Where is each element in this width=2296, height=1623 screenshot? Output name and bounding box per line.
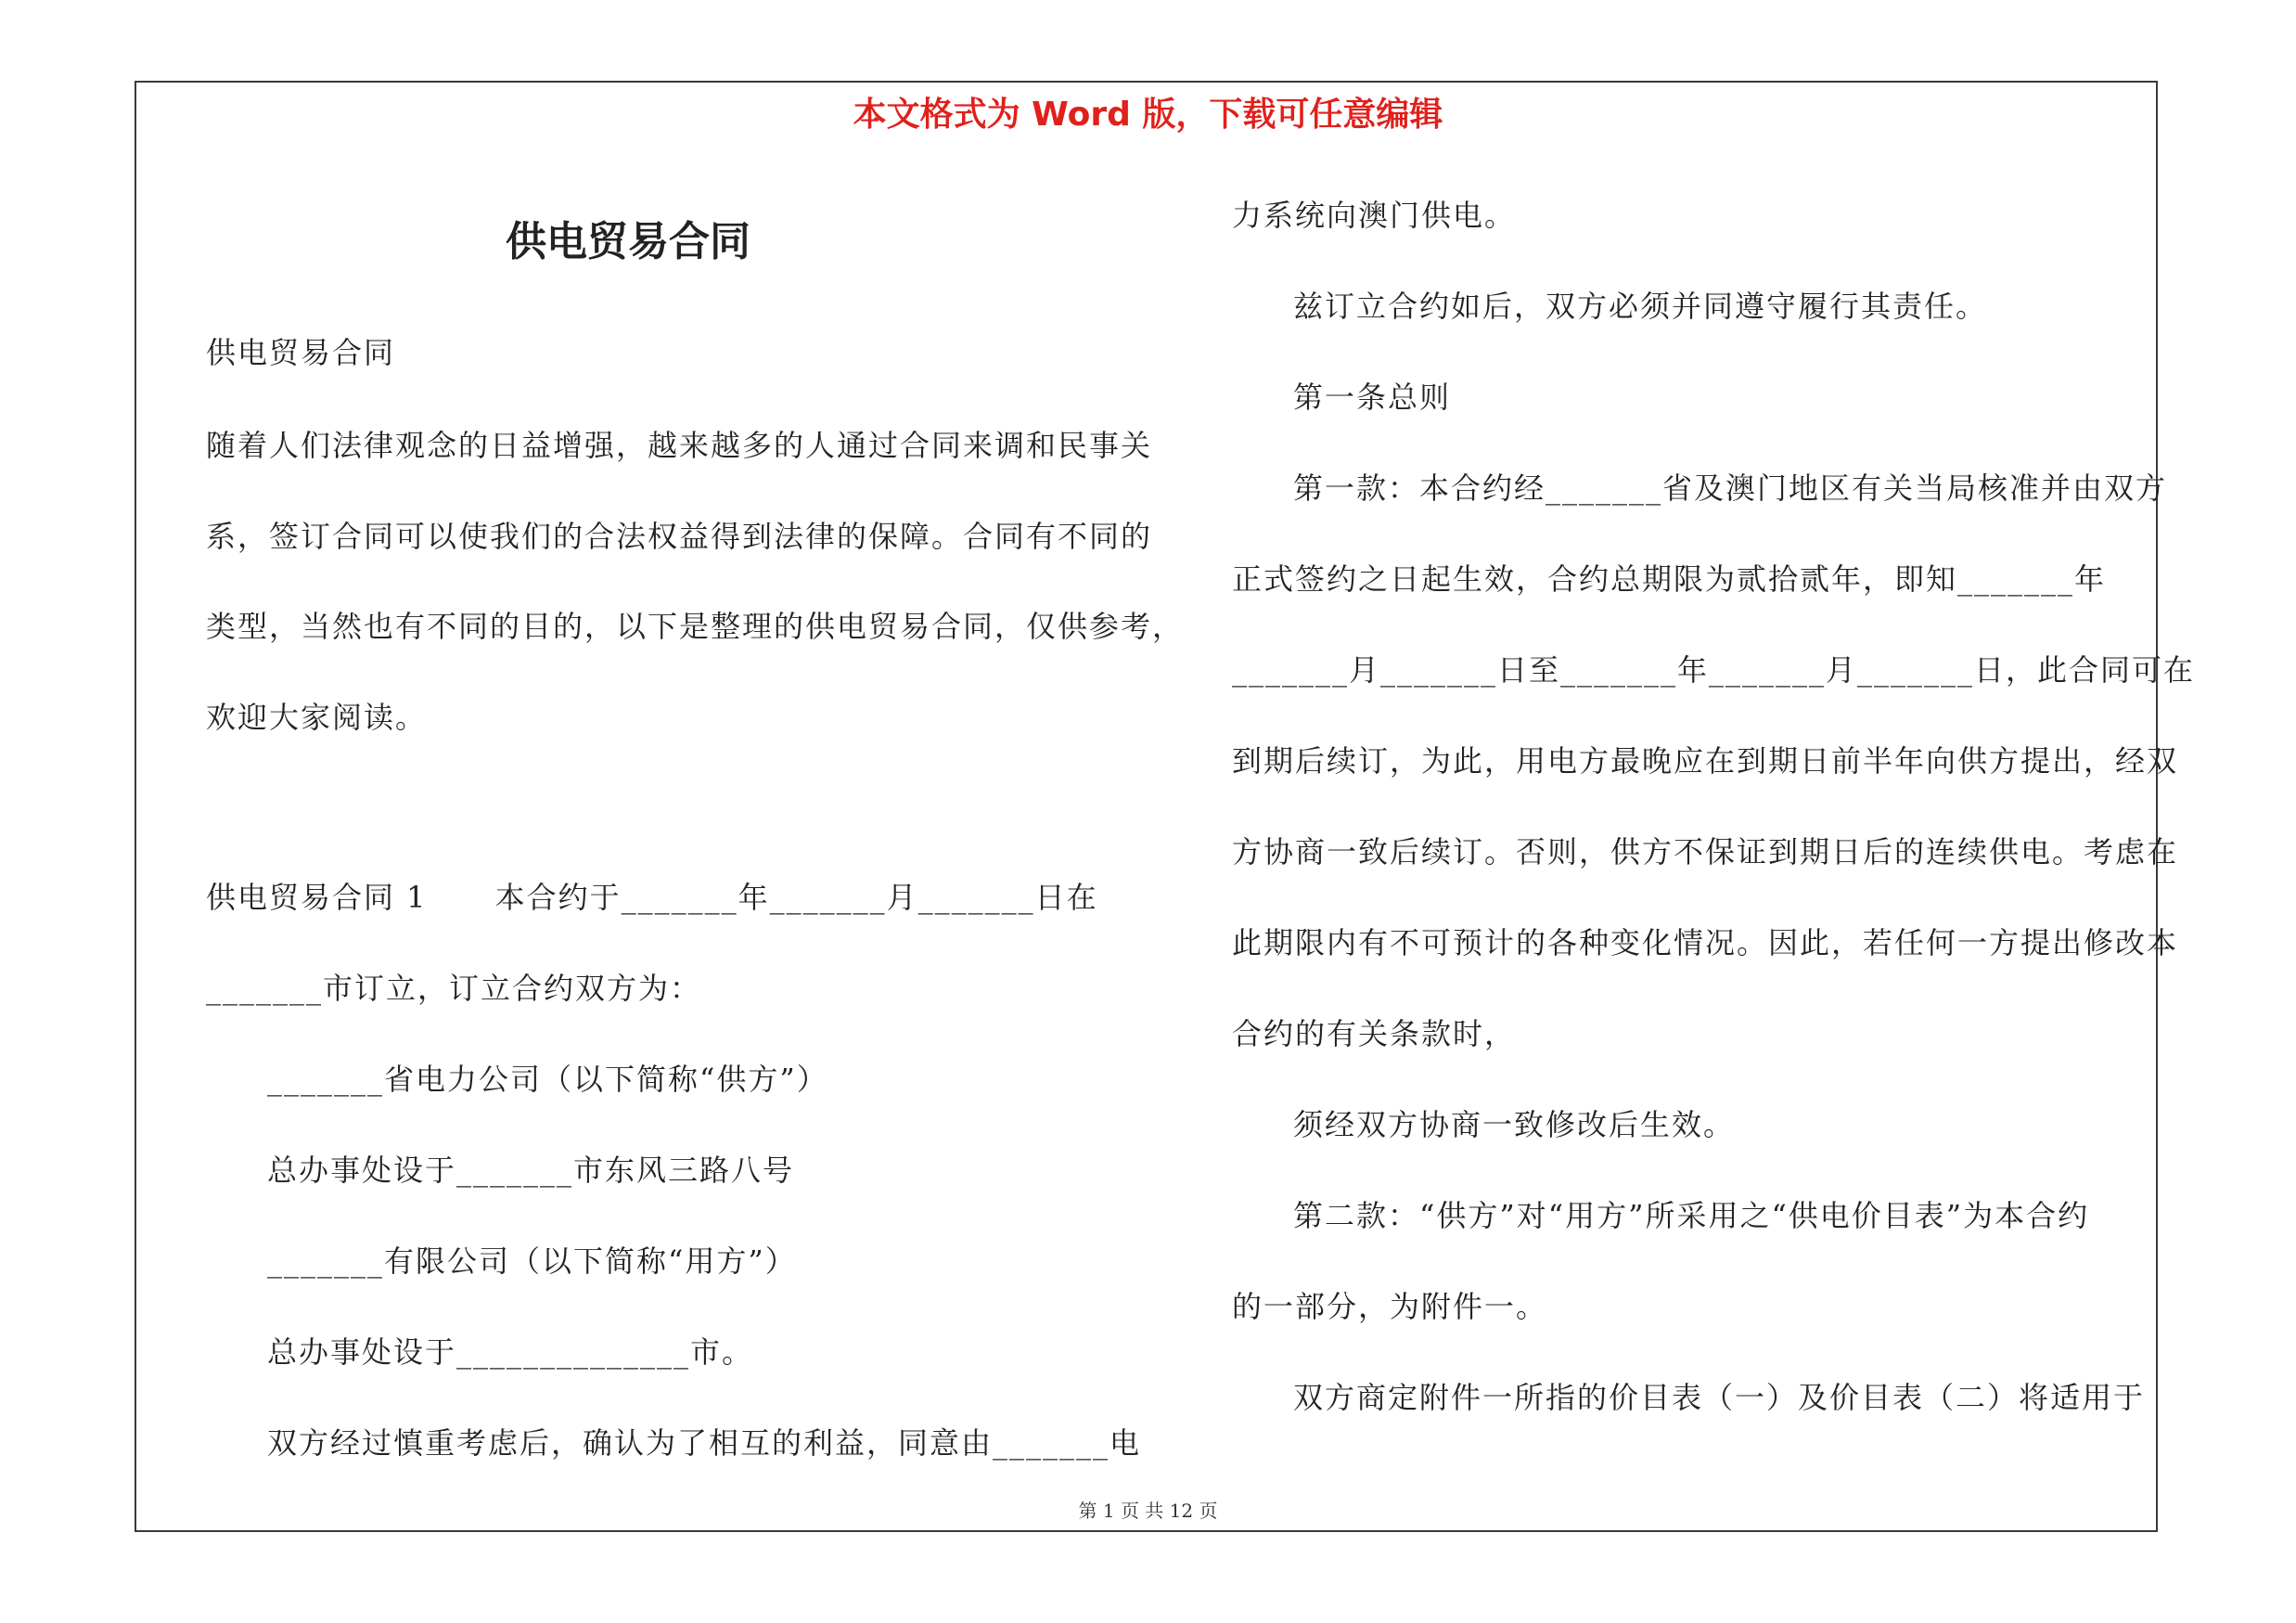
paragraph-line: 双方商定附件一所指的价目表（一）及价目表（二）将适用于 (1293, 1380, 2146, 1415)
paragraph-line: 的一部分，为附件一。 (1232, 1289, 1548, 1324)
document-title: 供电贸易合同 (506, 218, 750, 265)
format-banner: 本文格式为 Word 版，下载可任意编辑 (853, 96, 1443, 134)
paragraph-line: 双方经过慎重考虑后，确认为了相互的利益，同意由_______电 (267, 1425, 1142, 1461)
paragraph-line: 此期限内有不可预计的各种变化情况。因此，若任何一方提出修改本 (1232, 925, 2179, 960)
paragraph-line: 供电贸易合同 1 本合约于_______年_______月_______日在 (206, 880, 1098, 915)
paragraph-line: _______市订立，订立合约双方为： (206, 971, 702, 1006)
paragraph-line: _______省电力公司（以下简称“供方”） (267, 1062, 828, 1097)
paragraph-line: 正式签约之日起生效，合约总期限为贰拾贰年，即知_______年 (1232, 561, 2107, 597)
paragraph-line: 方协商一致后续订。否则，供方不保证到期日后的连续供电。考虑在 (1232, 834, 2179, 869)
paragraph-line: 随着人们法律观念的日益增强，越来越多的人通过合同来调和民事关 (206, 428, 1153, 463)
paragraph-line: 力系统向澳门供电。 (1232, 198, 1517, 233)
paragraph-line: 第二款：“供方”对“用方”所采用之“供电价目表”为本合约 (1293, 1198, 2090, 1233)
page-number: 第 1 页 共 12 页 (1078, 1500, 1218, 1522)
paragraph-line: 供电贸易合同 (206, 335, 396, 370)
paragraph-line: 总办事处设于_______市东风三路八号 (267, 1153, 795, 1188)
paragraph-line: 总办事处设于______________市。 (267, 1334, 754, 1370)
paragraph-line: 第一条总则 (1293, 380, 1452, 415)
paragraph-line: 到期后续订，为此，用电方最晚应在到期日前半年向供方提出，经双 (1232, 743, 2179, 779)
paragraph-line: _______月_______日至_______年_______月_______日，此合同可在 (1232, 652, 2196, 688)
paragraph-line: _______有限公司（以下简称“用方”） (267, 1243, 797, 1279)
paragraph-line: 第一款：本合约经_______省及澳门地区有关当局核准并由双方 (1293, 470, 2168, 506)
paragraph-line: 兹订立合约如后，双方必须并同遵守履行其责任。 (1293, 289, 1988, 324)
paragraph-line: 欢迎大家阅读。 (206, 700, 428, 735)
paragraph-line: 须经双方协商一致修改后生效。 (1293, 1107, 1736, 1142)
paragraph-line: 系，签订合同可以使我们的合法权益得到法律的保障。合同有不同的 (206, 519, 1153, 554)
paragraph-line: 类型，当然也有不同的目的，以下是整理的供电贸易合同，仅供参考， (206, 609, 1185, 644)
paragraph-line: 合约的有关条款时， (1232, 1016, 1517, 1051)
